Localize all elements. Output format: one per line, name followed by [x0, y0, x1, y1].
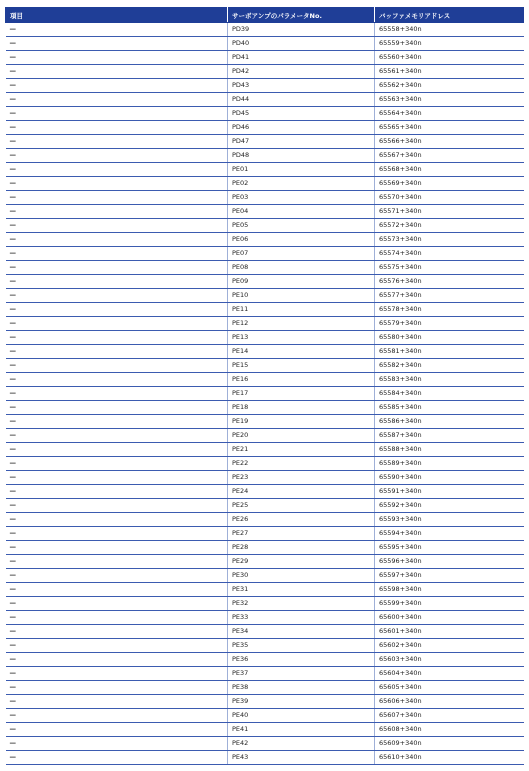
table-row [6, 135, 524, 149]
buffer-address-cell: 65567+340n [375, 149, 524, 163]
parameter-no-cell: PE21 [228, 443, 375, 457]
table-row [6, 79, 524, 93]
buffer-address-cell: 65598+340n [375, 583, 524, 597]
buffer-address-cell: 65581+340n [375, 345, 524, 359]
table-row [6, 611, 524, 625]
item-cell: — [6, 275, 228, 289]
table-row [6, 387, 524, 401]
parameter-no-cell: PD45 [228, 107, 375, 121]
parameter-no-cell: PE26 [228, 513, 375, 527]
item-cell: — [6, 485, 228, 499]
parameter-no-cell: PE23 [228, 471, 375, 485]
parameter-no-cell: PE15 [228, 359, 375, 373]
parameter-no-cell: PE08 [228, 261, 375, 275]
item-cell: — [6, 457, 228, 471]
buffer-address-cell: 65587+340n [375, 429, 524, 443]
table-row [6, 639, 524, 653]
buffer-address-cell: 65561+340n [375, 65, 524, 79]
table-row [6, 695, 524, 709]
item-cell: — [6, 359, 228, 373]
buffer-address-cell: 65588+340n [375, 443, 524, 457]
buffer-address-cell: 65566+340n [375, 135, 524, 149]
parameter-no-cell: PE05 [228, 219, 375, 233]
item-cell: — [6, 233, 228, 247]
parameter-no-cell: PE34 [228, 625, 375, 639]
header-item: 項目 [6, 8, 228, 23]
parameter-no-cell: PE25 [228, 499, 375, 513]
table-row [6, 709, 524, 723]
buffer-address-cell: 65600+340n [375, 611, 524, 625]
parameter-no-cell: PD43 [228, 79, 375, 93]
buffer-address-cell: 65610+340n [375, 751, 524, 765]
header-parameter-no: サーボアンプのパラメータNo. [228, 8, 375, 23]
item-cell: — [6, 709, 228, 723]
item-cell: — [6, 317, 228, 331]
parameter-no-cell: PE11 [228, 303, 375, 317]
table-row [6, 429, 524, 443]
parameter-no-cell: PE16 [228, 373, 375, 387]
parameter-no-cell: PE36 [228, 653, 375, 667]
table-row [6, 149, 524, 163]
table-row [6, 569, 524, 583]
buffer-address-cell: 65593+340n [375, 513, 524, 527]
table-row [6, 513, 524, 527]
table-row [6, 121, 524, 135]
parameter-no-cell: PD41 [228, 51, 375, 65]
table-row [6, 233, 524, 247]
parameter-no-cell: PE28 [228, 541, 375, 555]
table-header-row [6, 8, 524, 23]
table-row [6, 275, 524, 289]
parameter-no-cell: PE24 [228, 485, 375, 499]
table-row [6, 163, 524, 177]
table-row [6, 359, 524, 373]
parameter-no-cell: PD46 [228, 121, 375, 135]
table-row [6, 723, 524, 737]
table-row [6, 303, 524, 317]
item-cell: — [6, 429, 228, 443]
buffer-address-cell: 65569+340n [375, 177, 524, 191]
item-cell: — [6, 387, 228, 401]
parameter-no-cell: PD40 [228, 37, 375, 51]
item-cell: — [6, 653, 228, 667]
parameter-no-cell: PE02 [228, 177, 375, 191]
item-cell: — [6, 51, 228, 65]
parameter-no-cell: PE17 [228, 387, 375, 401]
parameter-no-cell: PE30 [228, 569, 375, 583]
table-row [6, 527, 524, 541]
buffer-address-cell: 65609+340n [375, 737, 524, 751]
item-cell: — [6, 261, 228, 275]
table-row [6, 261, 524, 275]
parameter-table [5, 7, 524, 765]
item-cell: — [6, 65, 228, 79]
parameter-no-cell: PE14 [228, 345, 375, 359]
buffer-address-cell: 65574+340n [375, 247, 524, 261]
item-cell: — [6, 555, 228, 569]
buffer-address-cell: 65565+340n [375, 121, 524, 135]
item-cell: — [6, 597, 228, 611]
buffer-address-cell: 65603+340n [375, 653, 524, 667]
item-cell: — [6, 569, 228, 583]
item-cell: — [6, 415, 228, 429]
parameter-no-cell: PE29 [228, 555, 375, 569]
table-row [6, 471, 524, 485]
table-row [6, 37, 524, 51]
item-cell: — [6, 163, 228, 177]
item-cell: — [6, 191, 228, 205]
item-cell: — [6, 401, 228, 415]
parameter-no-cell: PD47 [228, 135, 375, 149]
buffer-address-cell: 65595+340n [375, 541, 524, 555]
item-cell: — [6, 639, 228, 653]
item-cell: — [6, 79, 228, 93]
buffer-address-cell: 65583+340n [375, 373, 524, 387]
table-row [6, 317, 524, 331]
item-cell: — [6, 723, 228, 737]
table-row [6, 443, 524, 457]
buffer-address-cell: 65579+340n [375, 317, 524, 331]
table-row [6, 457, 524, 471]
buffer-address-cell: 65586+340n [375, 415, 524, 429]
item-cell: — [6, 135, 228, 149]
table-row [6, 51, 524, 65]
item-cell: — [6, 737, 228, 751]
parameter-no-cell: PE09 [228, 275, 375, 289]
parameter-no-cell: PD44 [228, 93, 375, 107]
parameter-no-cell: PD48 [228, 149, 375, 163]
item-cell: — [6, 625, 228, 639]
buffer-address-cell: 65599+340n [375, 597, 524, 611]
buffer-address-cell: 65589+340n [375, 457, 524, 471]
parameter-no-cell: PE18 [228, 401, 375, 415]
parameter-no-cell: PE35 [228, 639, 375, 653]
item-cell: — [6, 527, 228, 541]
buffer-address-cell: 65573+340n [375, 233, 524, 247]
parameter-no-cell: PE10 [228, 289, 375, 303]
item-cell: — [6, 107, 228, 121]
table-row [6, 247, 524, 261]
buffer-address-cell: 65608+340n [375, 723, 524, 737]
item-cell: — [6, 373, 228, 387]
table-row [6, 373, 524, 387]
parameter-no-cell: PE27 [228, 527, 375, 541]
table-body [6, 23, 524, 765]
buffer-address-cell: 65570+340n [375, 191, 524, 205]
item-cell: — [6, 93, 228, 107]
item-cell: — [6, 37, 228, 51]
buffer-address-cell: 65564+340n [375, 107, 524, 121]
buffer-address-cell: 65596+340n [375, 555, 524, 569]
buffer-address-cell: 65607+340n [375, 709, 524, 723]
parameter-no-cell: PE03 [228, 191, 375, 205]
parameter-no-cell: PD39 [228, 23, 375, 37]
parameter-no-cell: PE12 [228, 317, 375, 331]
table-row [6, 681, 524, 695]
buffer-address-cell: 65580+340n [375, 331, 524, 345]
item-cell: — [6, 681, 228, 695]
buffer-address-cell: 65572+340n [375, 219, 524, 233]
item-cell: — [6, 23, 228, 37]
table-row [6, 541, 524, 555]
item-cell: — [6, 289, 228, 303]
item-cell: — [6, 541, 228, 555]
table-row [6, 65, 524, 79]
table-row [6, 499, 524, 513]
buffer-address-cell: 65602+340n [375, 639, 524, 653]
item-cell: — [6, 177, 228, 191]
buffer-address-cell: 65585+340n [375, 401, 524, 415]
table-row [6, 191, 524, 205]
buffer-address-cell: 65575+340n [375, 261, 524, 275]
table-row [6, 653, 524, 667]
buffer-address-cell: 65597+340n [375, 569, 524, 583]
table-row [6, 93, 524, 107]
item-cell: — [6, 247, 228, 261]
item-cell: — [6, 303, 228, 317]
item-cell: — [6, 345, 228, 359]
parameter-no-cell: PD42 [228, 65, 375, 79]
table-row [6, 331, 524, 345]
buffer-address-cell: 65604+340n [375, 667, 524, 681]
buffer-address-cell: 65605+340n [375, 681, 524, 695]
parameter-no-cell: PE06 [228, 233, 375, 247]
buffer-address-cell: 65594+340n [375, 527, 524, 541]
parameter-no-cell: PE43 [228, 751, 375, 765]
table-row [6, 667, 524, 681]
table-row [6, 177, 524, 191]
parameter-no-cell: PE41 [228, 723, 375, 737]
table-row [6, 23, 524, 37]
parameter-no-cell: PE33 [228, 611, 375, 625]
table-row [6, 597, 524, 611]
parameter-no-cell: PE42 [228, 737, 375, 751]
table-row [6, 205, 524, 219]
buffer-address-cell: 65592+340n [375, 499, 524, 513]
parameter-no-cell: PE20 [228, 429, 375, 443]
table-row [6, 751, 524, 765]
table-row [6, 555, 524, 569]
item-cell: — [6, 667, 228, 681]
buffer-address-cell: 65577+340n [375, 289, 524, 303]
buffer-address-cell: 65558+340n [375, 23, 524, 37]
item-cell: — [6, 219, 228, 233]
parameter-no-cell: PE13 [228, 331, 375, 345]
parameter-no-cell: PE38 [228, 681, 375, 695]
table-row [6, 345, 524, 359]
table-row [6, 289, 524, 303]
item-cell: — [6, 205, 228, 219]
item-cell: — [6, 751, 228, 765]
buffer-address-cell: 65559+340n [375, 37, 524, 51]
table-row [6, 583, 524, 597]
table-row [6, 485, 524, 499]
item-cell: — [6, 695, 228, 709]
item-cell: — [6, 513, 228, 527]
buffer-address-cell: 65590+340n [375, 471, 524, 485]
table-row [6, 219, 524, 233]
buffer-address-cell: 65562+340n [375, 79, 524, 93]
parameter-no-cell: PE07 [228, 247, 375, 261]
item-cell: — [6, 583, 228, 597]
buffer-address-cell: 65601+340n [375, 625, 524, 639]
item-cell: — [6, 471, 228, 485]
table-row [6, 737, 524, 751]
item-cell: — [6, 443, 228, 457]
buffer-address-cell: 65568+340n [375, 163, 524, 177]
item-cell: — [6, 121, 228, 135]
parameter-no-cell: PE19 [228, 415, 375, 429]
buffer-address-cell: 65591+340n [375, 485, 524, 499]
buffer-address-cell: 65560+340n [375, 51, 524, 65]
buffer-address-cell: 65563+340n [375, 93, 524, 107]
buffer-address-cell: 65606+340n [375, 695, 524, 709]
buffer-address-cell: 65582+340n [375, 359, 524, 373]
table-row [6, 107, 524, 121]
item-cell: — [6, 611, 228, 625]
parameter-no-cell: PE40 [228, 709, 375, 723]
parameter-no-cell: PE39 [228, 695, 375, 709]
table-row [6, 401, 524, 415]
item-cell: — [6, 331, 228, 345]
parameter-no-cell: PE01 [228, 163, 375, 177]
buffer-address-cell: 65584+340n [375, 387, 524, 401]
buffer-address-cell: 65571+340n [375, 205, 524, 219]
parameter-no-cell: PE22 [228, 457, 375, 471]
header-buffer-address: バッファメモリアドレス [375, 8, 524, 23]
item-cell: — [6, 499, 228, 513]
parameter-no-cell: PE04 [228, 205, 375, 219]
item-cell: — [6, 149, 228, 163]
table-row [6, 625, 524, 639]
buffer-address-cell: 65576+340n [375, 275, 524, 289]
table-row [6, 415, 524, 429]
buffer-address-cell: 65578+340n [375, 303, 524, 317]
parameter-no-cell: PE37 [228, 667, 375, 681]
parameter-no-cell: PE32 [228, 597, 375, 611]
parameter-no-cell: PE31 [228, 583, 375, 597]
